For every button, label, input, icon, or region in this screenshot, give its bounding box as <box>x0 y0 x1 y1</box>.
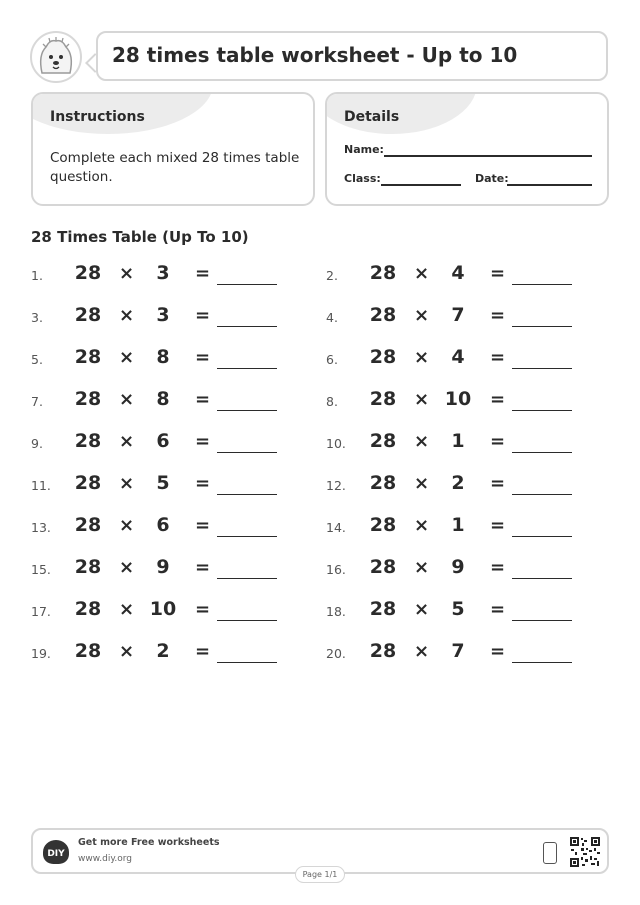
equals-symbol: = <box>490 473 506 494</box>
question-multiplier: 3 <box>156 304 170 326</box>
question-number: 1. <box>31 268 43 283</box>
question-multiplicand: 28 <box>369 346 397 368</box>
equals-symbol: = <box>490 431 506 452</box>
name-label: Name: <box>344 143 384 156</box>
answer-field[interactable] <box>217 368 277 369</box>
times-symbol: × <box>119 389 135 410</box>
question-multiplicand: 28 <box>74 556 102 578</box>
instructions-text: Complete each mixed 28 times table question. <box>50 150 300 185</box>
question-multiplier: 5 <box>451 598 465 620</box>
answer-field[interactable] <box>217 620 277 621</box>
equals-symbol: = <box>490 305 506 326</box>
date-field[interactable] <box>507 184 592 186</box>
instructions-card <box>31 92 315 206</box>
times-symbol: × <box>414 557 430 578</box>
question-multiplicand: 28 <box>369 514 397 536</box>
question-number: 20. <box>326 646 346 661</box>
times-symbol: × <box>414 347 430 368</box>
equals-symbol: = <box>195 263 211 284</box>
equals-symbol: = <box>195 305 211 326</box>
title-box <box>96 31 608 81</box>
equals-symbol: = <box>195 599 211 620</box>
footer-url[interactable]: www.diy.org <box>78 854 132 864</box>
answer-field[interactable] <box>217 452 277 453</box>
equals-symbol: = <box>490 599 506 620</box>
question-number: 18. <box>326 604 346 619</box>
answer-field[interactable] <box>217 284 277 285</box>
equals-symbol: = <box>490 641 506 662</box>
question-multiplicand: 28 <box>74 514 102 536</box>
answer-field[interactable] <box>512 620 572 621</box>
equals-symbol: = <box>195 557 211 578</box>
qr-code-icon <box>569 836 601 868</box>
question-number: 6. <box>326 352 338 367</box>
question-number: 2. <box>326 268 338 283</box>
question-number: 10. <box>326 436 346 451</box>
question-multiplier: 1 <box>451 430 465 452</box>
question-number: 19. <box>31 646 51 661</box>
question-multiplier: 10 <box>444 388 472 410</box>
question-multiplier: 2 <box>451 472 465 494</box>
equals-symbol: = <box>195 431 211 452</box>
question-number: 14. <box>326 520 346 535</box>
question-multiplicand: 28 <box>74 598 102 620</box>
equals-symbol: = <box>195 641 211 662</box>
phone-icon <box>543 842 557 864</box>
question-number: 12. <box>326 478 346 493</box>
section-title: 28 Times Table (Up To 10) <box>31 228 249 246</box>
question-multiplicand: 28 <box>369 262 397 284</box>
times-symbol: × <box>414 515 430 536</box>
date-label: Date: <box>475 172 509 185</box>
question-multiplicand: 28 <box>369 430 397 452</box>
question-multiplier: 7 <box>451 640 465 662</box>
question-multiplier: 9 <box>156 556 170 578</box>
question-multiplicand: 28 <box>369 598 397 620</box>
question-multiplicand: 28 <box>369 556 397 578</box>
question-number: 7. <box>31 394 43 409</box>
times-symbol: × <box>414 473 430 494</box>
equals-symbol: = <box>490 263 506 284</box>
question-multiplier: 2 <box>156 640 170 662</box>
times-symbol: × <box>414 263 430 284</box>
times-symbol: × <box>119 515 135 536</box>
answer-field[interactable] <box>217 494 277 495</box>
equals-symbol: = <box>490 557 506 578</box>
times-symbol: × <box>119 557 135 578</box>
instructions-title: Instructions <box>50 109 145 125</box>
question-number: 3. <box>31 310 43 325</box>
answer-field[interactable] <box>217 662 277 663</box>
question-multiplicand: 28 <box>74 346 102 368</box>
question-number: 11. <box>31 478 51 493</box>
question-multiplier: 6 <box>156 514 170 536</box>
question-number: 16. <box>326 562 346 577</box>
times-symbol: × <box>414 389 430 410</box>
answer-field[interactable] <box>217 536 277 537</box>
equals-symbol: = <box>195 473 211 494</box>
question-number: 4. <box>326 310 338 325</box>
question-multiplicand: 28 <box>74 640 102 662</box>
page-indicator: Page 1/1 <box>295 866 345 883</box>
answer-field[interactable] <box>512 536 572 537</box>
details-title: Details <box>344 109 400 125</box>
equals-symbol: = <box>490 347 506 368</box>
answer-field[interactable] <box>512 410 572 411</box>
question-multiplicand: 28 <box>369 640 397 662</box>
times-symbol: × <box>119 305 135 326</box>
question-multiplier: 9 <box>451 556 465 578</box>
question-number: 17. <box>31 604 51 619</box>
mascot-icon <box>30 31 82 83</box>
question-multiplier: 4 <box>451 262 465 284</box>
question-multiplier: 5 <box>156 472 170 494</box>
class-field[interactable] <box>381 184 461 186</box>
times-symbol: × <box>414 641 430 662</box>
details-card <box>325 92 609 206</box>
diy-logo-icon: DIY <box>43 840 69 864</box>
answer-field[interactable] <box>217 326 277 327</box>
question-multiplicand: 28 <box>74 262 102 284</box>
times-symbol: × <box>119 263 135 284</box>
answer-field[interactable] <box>512 284 572 285</box>
question-multiplier: 8 <box>156 346 170 368</box>
question-multiplier: 3 <box>156 262 170 284</box>
footer-title: Get more Free worksheets <box>78 837 220 848</box>
question-multiplier: 10 <box>149 598 177 620</box>
times-symbol: × <box>119 473 135 494</box>
question-multiplier: 7 <box>451 304 465 326</box>
times-symbol: × <box>414 599 430 620</box>
times-symbol: × <box>119 599 135 620</box>
question-multiplier: 6 <box>156 430 170 452</box>
question-multiplier: 4 <box>451 346 465 368</box>
question-multiplicand: 28 <box>369 304 397 326</box>
question-multiplier: 8 <box>156 388 170 410</box>
name-field[interactable] <box>384 155 592 157</box>
question-multiplicand: 28 <box>369 472 397 494</box>
answer-field[interactable] <box>512 494 572 495</box>
question-number: 9. <box>31 436 43 451</box>
question-multiplicand: 28 <box>74 304 102 326</box>
answer-field[interactable] <box>217 578 277 579</box>
question-multiplicand: 28 <box>369 388 397 410</box>
times-symbol: × <box>119 347 135 368</box>
equals-symbol: = <box>195 347 211 368</box>
question-multiplicand: 28 <box>74 472 102 494</box>
question-number: 8. <box>326 394 338 409</box>
question-multiplicand: 28 <box>74 388 102 410</box>
question-multiplicand: 28 <box>74 430 102 452</box>
class-label: Class: <box>344 172 381 185</box>
times-symbol: × <box>119 641 135 662</box>
times-symbol: × <box>119 431 135 452</box>
answer-field[interactable] <box>512 578 572 579</box>
question-number: 5. <box>31 352 43 367</box>
page-title: 28 times table worksheet - Up to 10 <box>112 43 518 67</box>
answer-field[interactable] <box>512 662 572 663</box>
question-multiplier: 1 <box>451 514 465 536</box>
times-symbol: × <box>414 431 430 452</box>
equals-symbol: = <box>195 515 211 536</box>
times-symbol: × <box>414 305 430 326</box>
equals-symbol: = <box>490 515 506 536</box>
question-number: 15. <box>31 562 51 577</box>
answer-field[interactable] <box>217 410 277 411</box>
answer-field[interactable] <box>512 368 572 369</box>
answer-field[interactable] <box>512 452 572 453</box>
equals-symbol: = <box>195 389 211 410</box>
question-number: 13. <box>31 520 51 535</box>
answer-field[interactable] <box>512 326 572 327</box>
equals-symbol: = <box>490 389 506 410</box>
